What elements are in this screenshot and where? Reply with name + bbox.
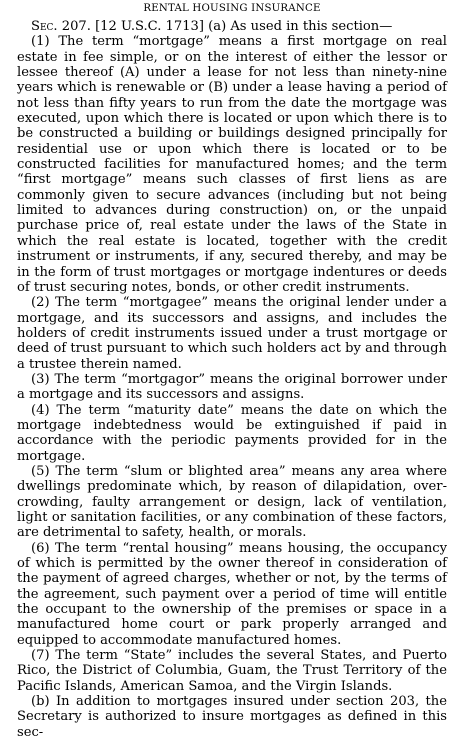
section-label: Sec. 207.: [31, 19, 91, 34]
paragraph-7-state: (7) The term “State” includes the several States, and Puerto Rico, the District of Columbia, Guam, the Trust Territory of the Pacific Islands, American Samoa, and the Virgin Islands.: [17, 648, 447, 694]
paragraph-b-additional-insurance: (b) In addition to mortgages insured under section 203, the Secretary is authorized to insure mortgages as defined in this sec-: [17, 694, 447, 740]
paragraph-1-mortgage: (1) The term “mortgage” means a first mortgage on real estate in fee simple, or on the interest of either the lessor or lessee thereof (A) under a lease for not less than ninety-nine years which is renewable or (B) under a lease having a period of not less than fifty years to run from the date the mortgage was executed, upon which there is located or upon which there is to be constructed a building or buildings designed principally for residential use or upon which there is located or to be constructed facilities for manufactured homes; and the term “first mortgage” means such classes of first liens as are commonly given to secure advances (including but not being limited to advances during construction) on, or the unpaid purchase price of, real estate under the laws of the State in which the real estate is located, together with the credit instrument or instruments, if any, secured thereby, and may be in the form of trust mortgages or mortgage indentures or deeds of trust securing notes, bonds, or other credit instruments.: [17, 34, 447, 295]
paragraph-2-mortgagee: (2) The term “mortgagee” means the original lender under a mortgage, and its successors and assigns, and includes the holders of credit instruments issued under a trust mortgage or deed of trust pursuant to which such holders act by and through a trustee therein named.: [17, 295, 447, 372]
paragraph-5-slum-area: (5) The term “slum or blighted area” means any area where dwellings predominate which, by reason of dilapidation, overcrowding, faulty arrangement or design, lack of ventilation, light or sanitation facilities, or any combination of these factors, are detrimental to safety, health, or morals.: [17, 463, 447, 541]
paragraph-4-maturity-date: (4) The term “maturity date” means the date on which the mortgage indebtedness would be extinguished if paid in accordance with the periodic payments provided for in the mortgage.: [17, 402, 447, 464]
section-intro: (a) As used in this section—: [208, 19, 393, 34]
paragraph-3-mortgagor: (3) The term “mortgagor” means the original borrower under a mortgage and its successors and assigns.: [17, 371, 447, 403]
running-head: RENTAL HOUSING INSURANCE: [143, 3, 321, 14]
section-heading-paragraph: [17, 19, 447, 34]
paragraph-6-rental-housing: (6) The term “rental housing” means housing, the occupancy of which is permitted by the owner thereof in consideration of the payment of agreed charges, whether or not, by the terms of the agreement, such payment over a period of time will entitle the occupant to the ownership of the premises or space in a manufactured home court or park properly arranged and equipped to accommodate manufactured homes.: [17, 540, 447, 648]
section-citation: [12 U.S.C. 1713]: [95, 19, 204, 34]
document-page: [17, 2, 447, 740]
